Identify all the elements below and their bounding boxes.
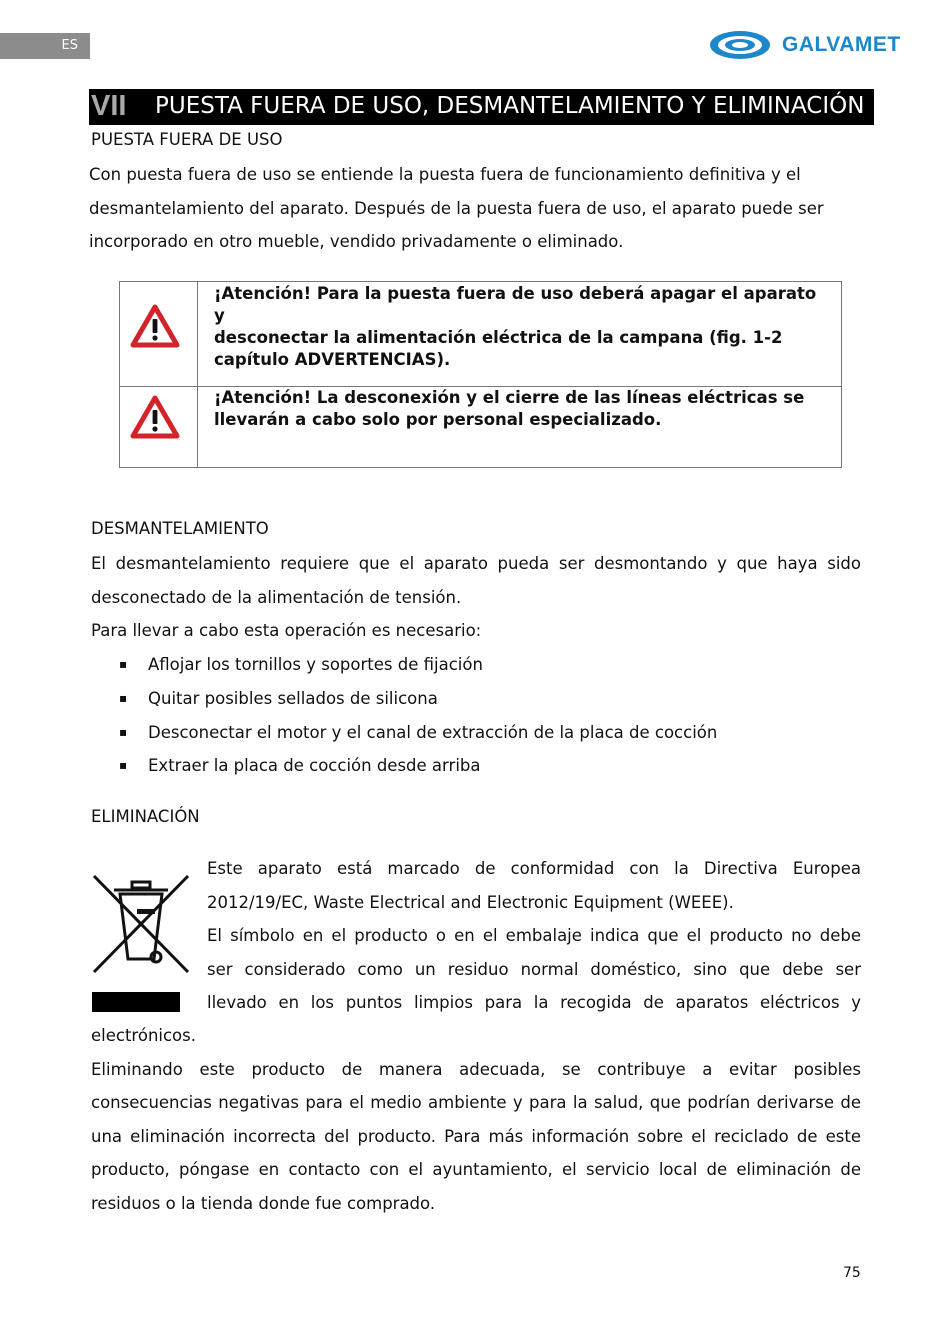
text-line: desconectar la alimentación eléctrica de la campana (fig. 1-2 — [214, 328, 783, 347]
text-line: ¡Atención! Para la puesta fuera de uso deberá apagar el aparato y — [214, 284, 817, 325]
desmantelamiento-paragraph — [91, 547, 861, 648]
text-line: desmantelamiento del aparato. Después de la puesta fuera de uso, el aparato puede ser — [89, 198, 824, 218]
text-line: electrónicos. — [91, 1026, 196, 1045]
brand-name: GALVAMET — [782, 33, 901, 56]
language-tab: ES — [0, 33, 90, 59]
warning-triangle-icon — [130, 395, 180, 439]
dismantling-steps-list — [119, 648, 717, 783]
text-line: producto, póngase en contacto con el ayuntamiento, el servicio local de eliminación de — [91, 1160, 861, 1179]
text-line: El desmantelamiento requiere que el aparato pueda ser desmontando y que haya sido — [91, 554, 861, 573]
text-line: Con puesta fuera de uso se entiende la puesta fuera de funcionamiento definitiva y el — [89, 165, 801, 184]
text-line: llevado en los puntos limpios para la recogida de aparatos eléctricos y — [207, 993, 861, 1012]
page-number: 75 — [843, 1265, 861, 1281]
section-heading-puesta-fuera: PUESTA FUERA DE USO — [91, 130, 283, 149]
section-heading-desmantelamiento: DESMANTELAMIENTO — [91, 519, 269, 538]
chapter-title: PUESTA FUERA DE USO, DESMANTELAMIENTO Y ELIMINACIÓN — [155, 93, 865, 119]
text-line: ¡Atención! La desconexión y el cierre de las líneas eléctricas se — [214, 388, 805, 407]
warnings-table — [119, 281, 842, 468]
text-line: capítulo ADVERTENCIAS). — [214, 350, 451, 369]
text-line: Para llevar a cabo esta operación es necesario: — [91, 621, 482, 640]
warning-icon-cell — [120, 386, 198, 468]
text-line: llevarán a cabo solo por personal especializado. — [214, 410, 662, 429]
text-line: Este aparato está marcado de conformidad con la Directiva Europea — [207, 859, 861, 878]
weee-side-paragraph — [207, 852, 861, 1020]
text-line: Eliminando este producto de manera adecuada, se contribuye a evitar posibles — [91, 1059, 861, 1079]
text-line: desconectado de la alimentación de tensión. — [91, 587, 462, 607]
text-line: residuos o la tienda donde fue comprado. — [91, 1193, 436, 1213]
eliminacion-paragraph — [91, 1019, 861, 1220]
weee-crossed-bin-icon — [92, 864, 192, 1016]
warning-row — [120, 282, 841, 387]
text-line: El símbolo en el producto o en el embalaje indica que el producto no debe — [207, 926, 861, 945]
puesta-fuera-paragraph — [89, 158, 861, 259]
text-line: una eliminación incorrecta del producto. Para más información sobre el reciclado de este — [91, 1126, 861, 1146]
text-line: ser considerado como un residuo normal doméstico, sino que debe ser — [207, 959, 861, 979]
list-item: ▪ Desconectar el motor y el canal de extracción de la placa de cocción — [119, 716, 717, 750]
text-line: incorporado en otro mueble, vendido privadamente o eliminado. — [89, 232, 624, 251]
list-item: ▪ Extraer la placa de cocción desde arriba — [119, 749, 717, 783]
list-item: ▪ Quitar posibles sellados de silicona — [119, 682, 717, 716]
section-heading-eliminacion: ELIMINACIÓN — [91, 807, 200, 826]
warning-triangle-icon — [130, 304, 180, 348]
text-line: 2012/19/EC, Waste Electrical and Electronic Equipment (WEEE). — [207, 892, 734, 912]
warning-text — [214, 283, 824, 371]
chapter-header — [89, 89, 874, 125]
warning-row — [120, 386, 841, 468]
warning-icon-cell — [120, 282, 198, 386]
warning-text — [214, 387, 824, 431]
text-line: consecuencias negativas para el medio ambiente y para la salud, que podrían derivarse de — [91, 1093, 861, 1112]
chapter-number: VII — [91, 90, 127, 122]
list-item: ▪ Aflojar los tornillos y soportes de fijación — [119, 648, 717, 682]
